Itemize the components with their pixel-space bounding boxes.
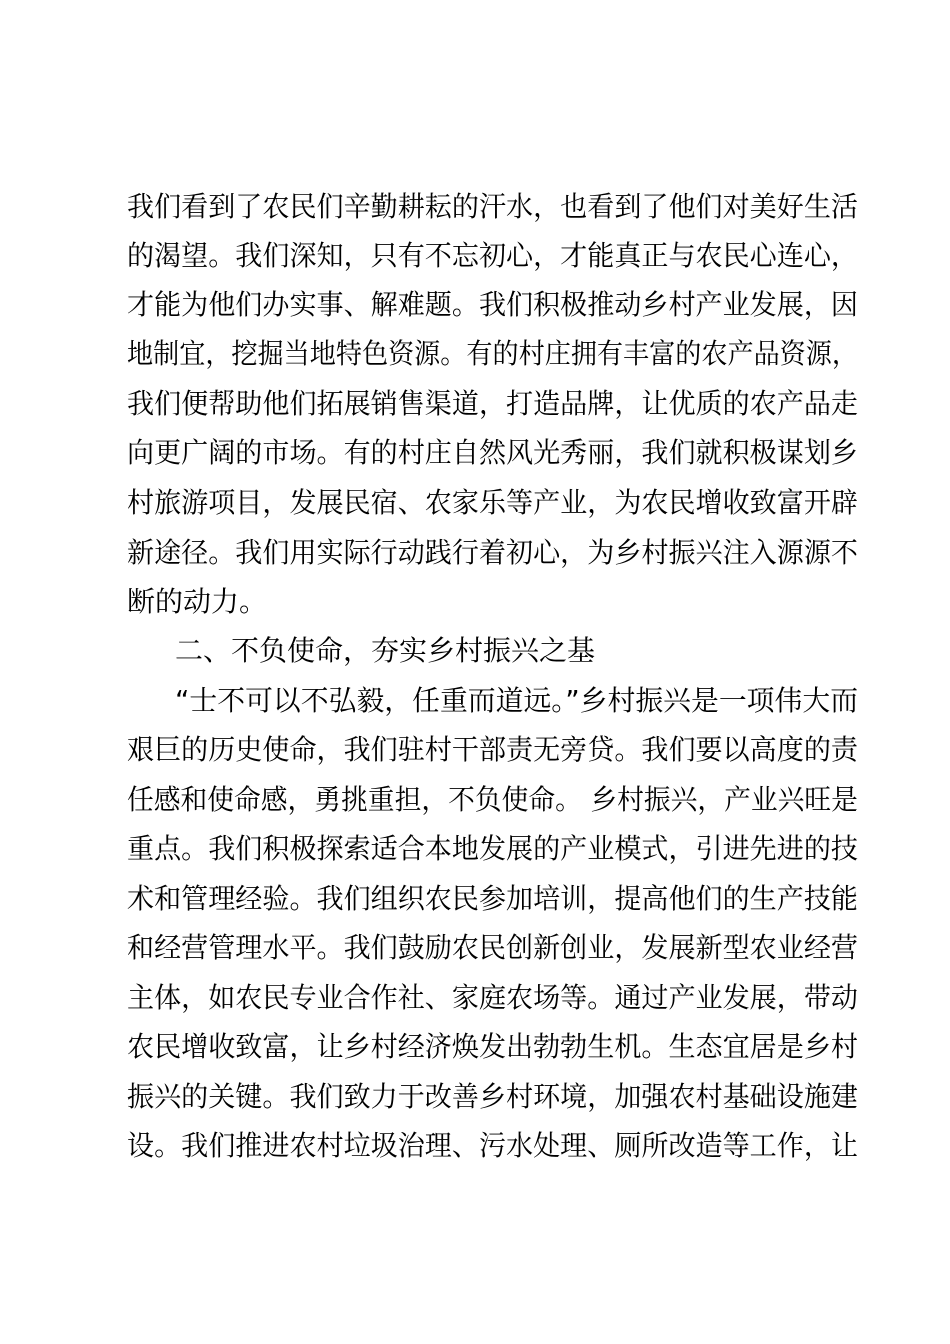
paragraph-line: 的渴望。我们深知，只有不忘初心，才能真正与农民心连心， (127, 239, 858, 272)
paragraph-line: 地制宜，挖掘当地特色资源。有的村庄拥有丰富的农产品资源， (127, 337, 859, 370)
paragraph-line: 任感和使命感，勇挑重担，不负使命。 乡村振兴，产业兴旺是 (127, 783, 858, 816)
paragraph-line: 设。我们推进农村垃圾治理、污水处理、厕所改造等工作，让 (127, 1129, 858, 1162)
paragraph-line: 向更广阔的市场。有的村庄自然风光秀丽，我们就积极谋划乡 (127, 436, 858, 469)
paragraph-line: 新途径。我们用实际行动践行着初心，为乡村振兴注入源源不 (127, 536, 858, 569)
paragraph-line: 艰巨的历史使命，我们驻村干部责无旁贷。我们要以高度的责 (127, 733, 858, 766)
paragraph-line: 和经营管理水平。我们鼓励农民创新创业，发展新型农业经营 (127, 931, 858, 964)
paragraph-line: 才能为他们办实事、解难题。我们积极推动乡村产业发展，因 (127, 288, 858, 321)
paragraph-line: 术和管理经验。我们组织农民参加培训，提高他们的生产技能 (127, 882, 858, 915)
paragraph-line: 重点。我们积极探索适合本地发展的产业模式，引进先进的技 (127, 832, 858, 865)
paragraph-line: 农民增收致富，让乡村经济焕发出勃勃生机。生态宜居是乡村 (127, 1030, 858, 1063)
paragraph-line: 振兴的关键。我们致力于改善乡村环境，加强农村基础设施建 (127, 1080, 858, 1113)
paragraph-line: “士不可以不弘毅，任重而道远。”乡村振兴是一项伟大而 (175, 684, 859, 717)
section-heading: 二、不负使命，夯实乡村振兴之基 (175, 634, 596, 667)
paragraph-line: 断的动力。 (127, 585, 268, 618)
paragraph-line: 主体，如农民专业合作社、家庭农场等。通过产业发展，带动 (127, 981, 858, 1014)
paragraph-line: 我们便帮助他们拓展销售渠道，打造品牌，让优质的农产品走 (127, 387, 858, 420)
paragraph-line: 我们看到了农民们辛勤耕耘的汗水，也看到了他们对美好生活 (127, 190, 858, 223)
paragraph-line: 村旅游项目，发展民宿、农家乐等产业，为农民增收致富开辟 (127, 486, 858, 519)
